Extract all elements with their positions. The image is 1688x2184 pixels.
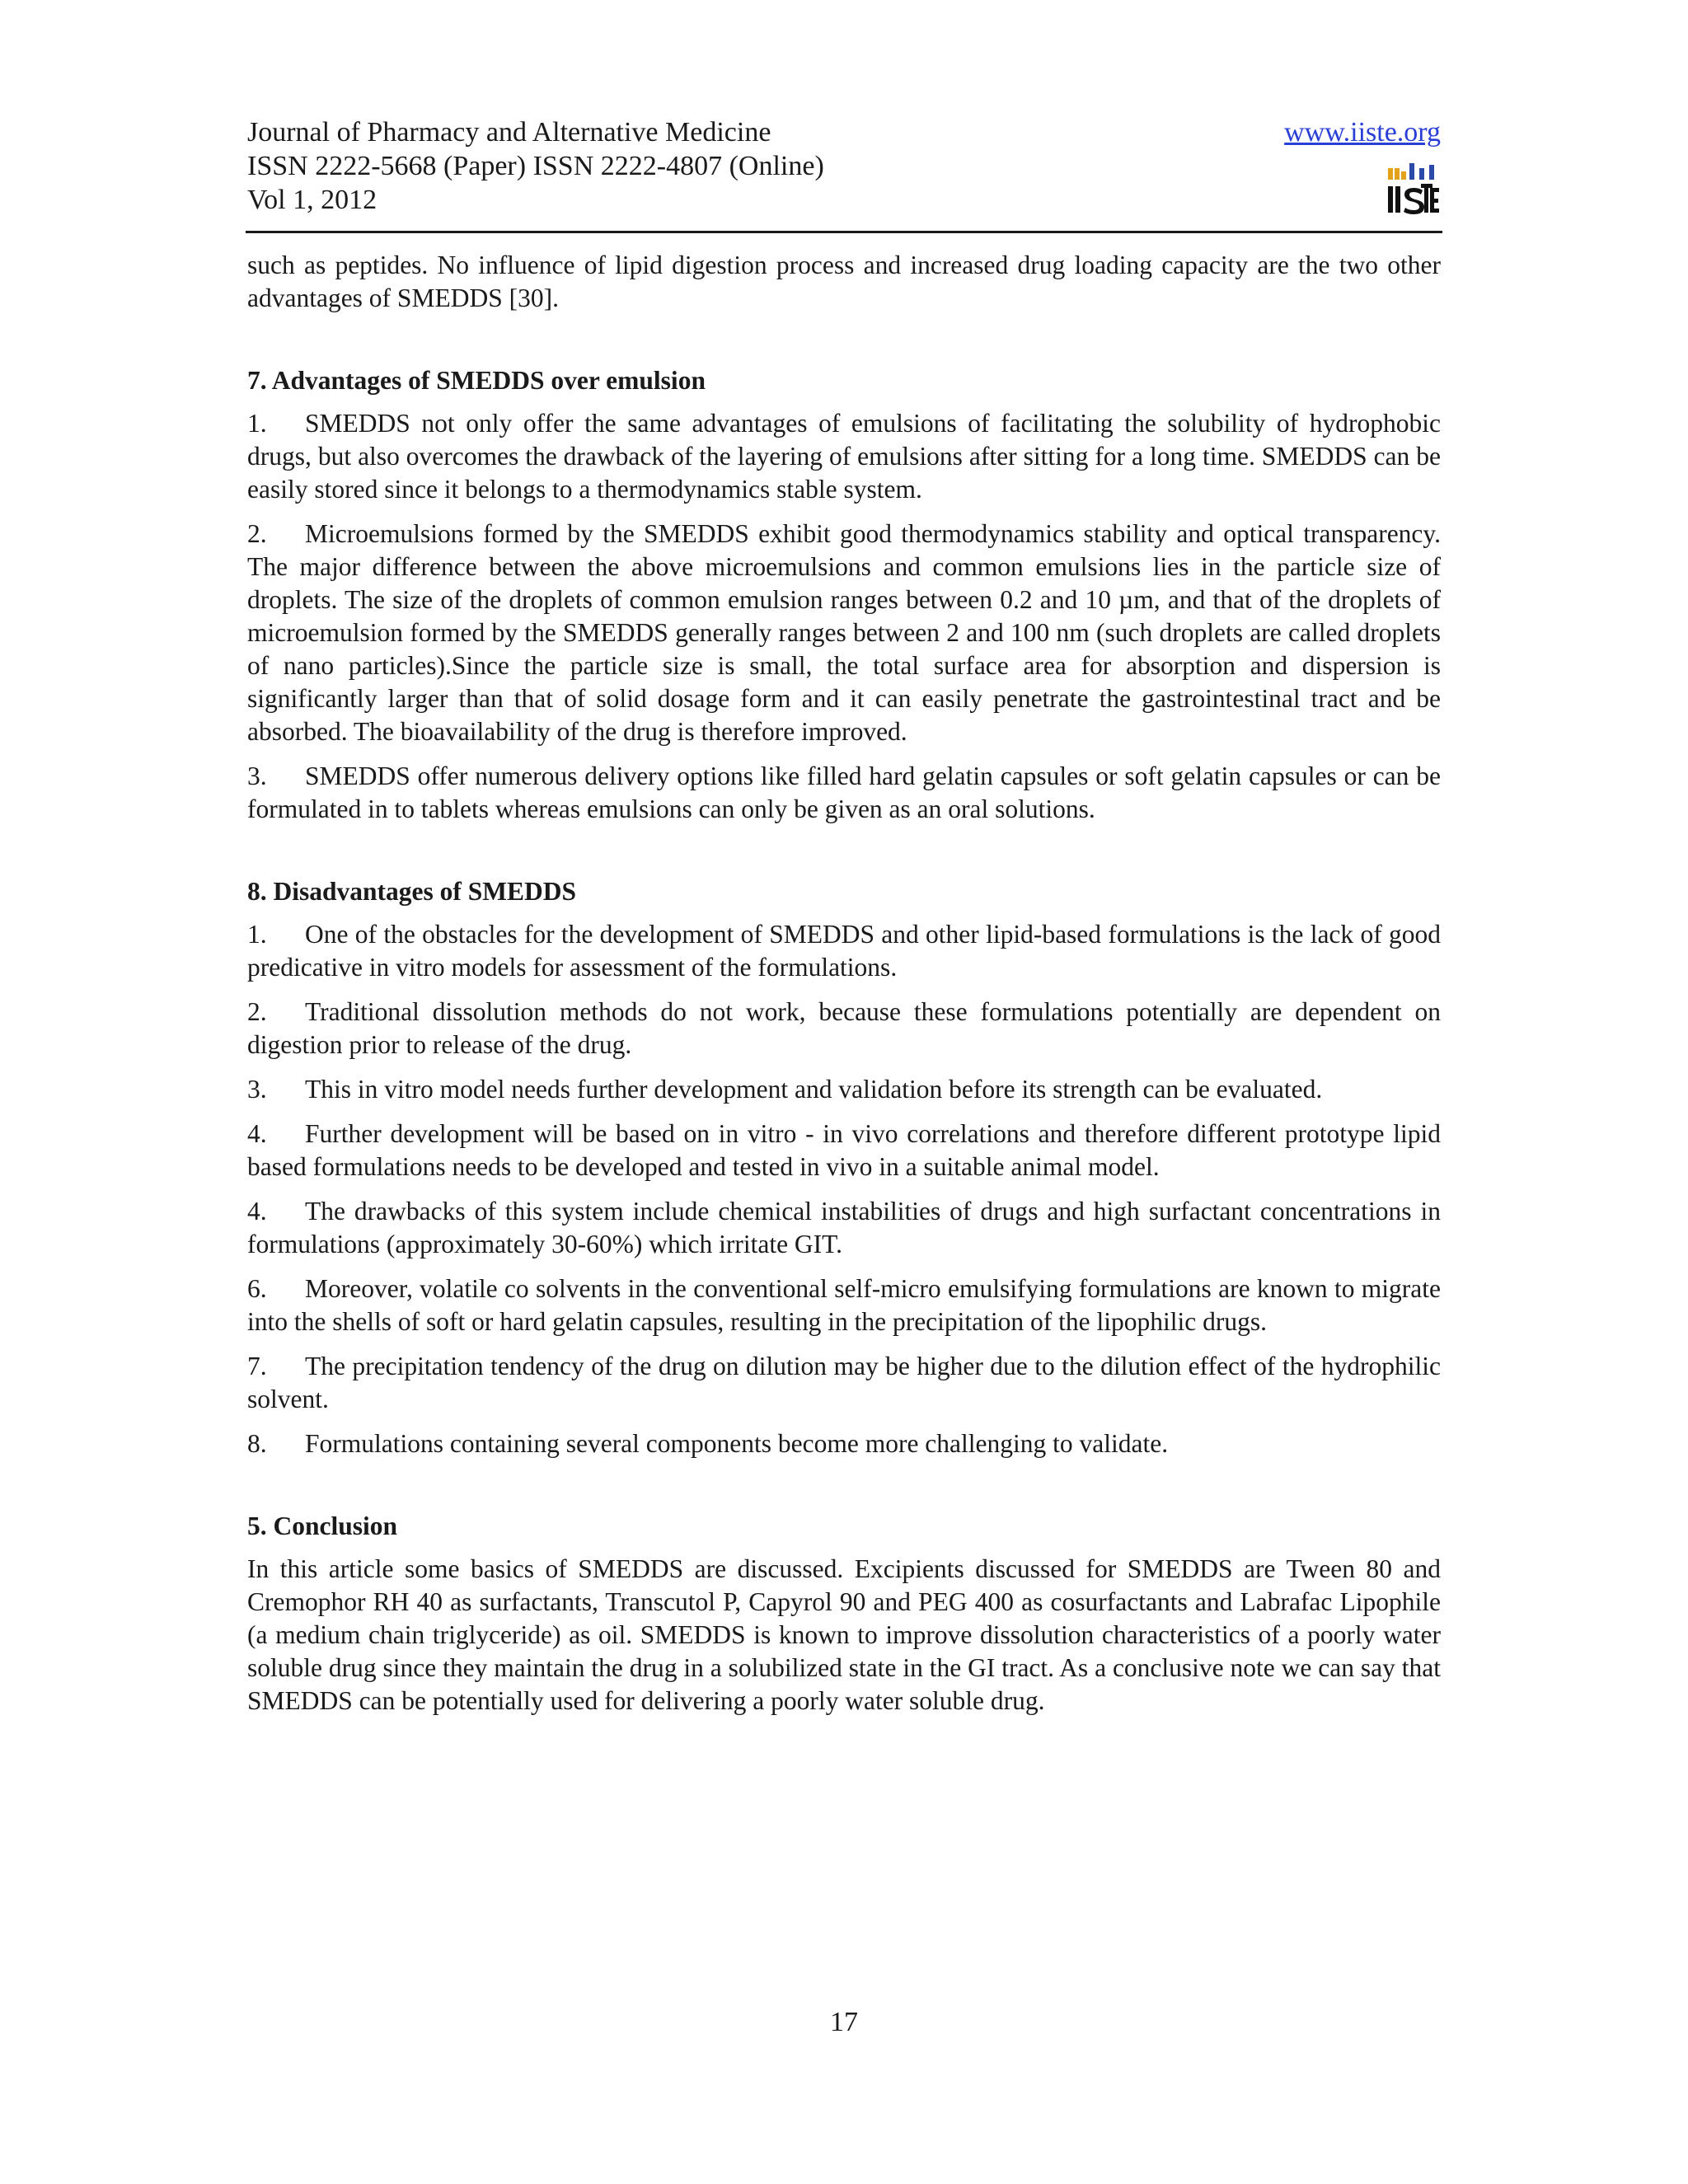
item-text: SMEDDS not only offer the same advantages of emulsions of facilitating the solubility of hydrophobic drugs, but also overcomes the drawback of the layering of emulsions after sitting for a long time. SMEDDS can be easily stored since it belongs to a thermodynamics stable system.: [247, 409, 1441, 504]
list-item: [247, 1118, 1441, 1183]
list-item: [247, 407, 1441, 506]
header-divider: [246, 231, 1442, 233]
list-item: [247, 918, 1441, 984]
item-text: The drawbacks of this system include chemical instabilities of drugs and high surfactant concentrations in formulations (approximately 30-60%) which irritate GIT.: [247, 1197, 1441, 1258]
item-text: Moreover, volatile co solvents in the conventional self-micro emulsifying formulations are known to migrate into the shells of soft or hard gelatin capsules, resulting in the precipitation of the lipophilic drugs.: [247, 1274, 1441, 1336]
list-item: [247, 996, 1441, 1062]
journal-volume: Vol 1, 2012: [247, 185, 377, 215]
item-number: 6.: [247, 1274, 267, 1303]
conclusion-heading: 5. Conclusion: [247, 1511, 398, 1540]
item-number: 2.: [247, 519, 267, 548]
page-header: [247, 115, 1441, 231]
item-text: The precipitation tendency of the drug on dilution may be higher due to the dilution effect of the hydrophilic solvent.: [247, 1352, 1441, 1413]
list-item: [247, 1073, 1441, 1106]
list-item: [247, 760, 1441, 826]
item-number: 1.: [247, 409, 267, 438]
journal-issn: ISSN 2222-5668 (Paper) ISSN 2222-4807 (Online): [247, 151, 824, 181]
item-text: This in vitro model needs further development and validation before its strength can be evaluated.: [305, 1075, 1323, 1104]
section-7-heading: 7. Advantages of SMEDDS over emulsion: [247, 366, 706, 395]
journal-info: [247, 115, 824, 217]
intro-paragraph: such as peptides. No influence of lipid digestion process and increased drug loading capacity are the two other advantages of SMEDDS [30].: [247, 251, 1441, 312]
item-text: Further development will be based on in vitro - in vivo correlations and therefore different prototype lipid based formulations needs to be developed and tested in vivo in a suitable animal model.: [247, 1119, 1441, 1181]
article-body: [247, 249, 1441, 1729]
item-text: Microemulsions formed by the SMEDDS exhibit good thermodynamics stability and optical transparency. The major difference between the above microemulsions and common emulsions lies in the particle size of droplets. The size of the droplets of common emulsion ranges between 0.2 and 10 µm, and that of the droplets of microemulsion formed by the SMEDDS generally ranges between 2 and 100 nm (such droplets are called droplets of nano particles).Since the particle size is small, the total surface area for absorption and dispersion is significantly larger than that of solid dosage form and it can easily penetrate the gastrointestinal tract and be absorbed. The bioavailability of the drug is therefore improved.: [247, 519, 1441, 746]
section-8-heading: 8. Disadvantages of SMEDDS: [247, 877, 577, 906]
item-number: 2.: [247, 997, 267, 1026]
item-number: 4.: [247, 1197, 267, 1226]
list-item: [247, 1350, 1441, 1416]
list-item: [247, 1427, 1441, 1460]
item-text: One of the obstacles for the development of SMEDDS and other lipid-based formulations is the lack of good predicative in vitro models for assessment of the formulations.: [247, 920, 1441, 982]
item-number: 3.: [247, 762, 267, 790]
item-text: Traditional dissolution methods do not work, because these formulations potentially are dependent on digestion prior to release of the drug.: [247, 997, 1441, 1059]
item-number: 7.: [247, 1352, 267, 1380]
list-item: [247, 1272, 1441, 1338]
item-number: 4.: [247, 1119, 267, 1148]
item-text: Formulations containing several components become more challenging to validate.: [305, 1429, 1169, 1458]
conclusion-paragraph: In this article some basics of SMEDDS are discussed. Excipients discussed for SMEDDS are Tween 80 and Cremophor RH 40 as surfactants, Transcutol P, Capyrol 90 and PEG 400 as cosurfactants and Labrafac Lipophile (a medium chain triglyceride) as oil. SMEDDS is known to improve dissolution characteristics of a poorly water soluble drug since they maintain the drug in a solubilized state in the GI tract. As a conclusive note we can say that SMEDDS can be potentially used for delivering a poorly water soluble drug.: [247, 1554, 1441, 1715]
item-number: 8.: [247, 1429, 267, 1458]
item-number: 1.: [247, 920, 267, 949]
page-number: 17: [830, 2007, 858, 2037]
website-link[interactable]: www.iiste.org: [1284, 117, 1441, 148]
iiste-logo-icon: [1385, 162, 1441, 216]
item-text: SMEDDS offer numerous delivery options like filled hard gelatin capsules or soft gelatin capsules or can be formulated in to tablets whereas emulsions can only be given as an oral solutions.: [247, 762, 1441, 823]
item-number: 3.: [247, 1075, 267, 1104]
list-item: [247, 518, 1441, 748]
list-item: [247, 1195, 1441, 1261]
journal-title: Journal of Pharmacy and Alternative Medicine: [247, 117, 771, 148]
